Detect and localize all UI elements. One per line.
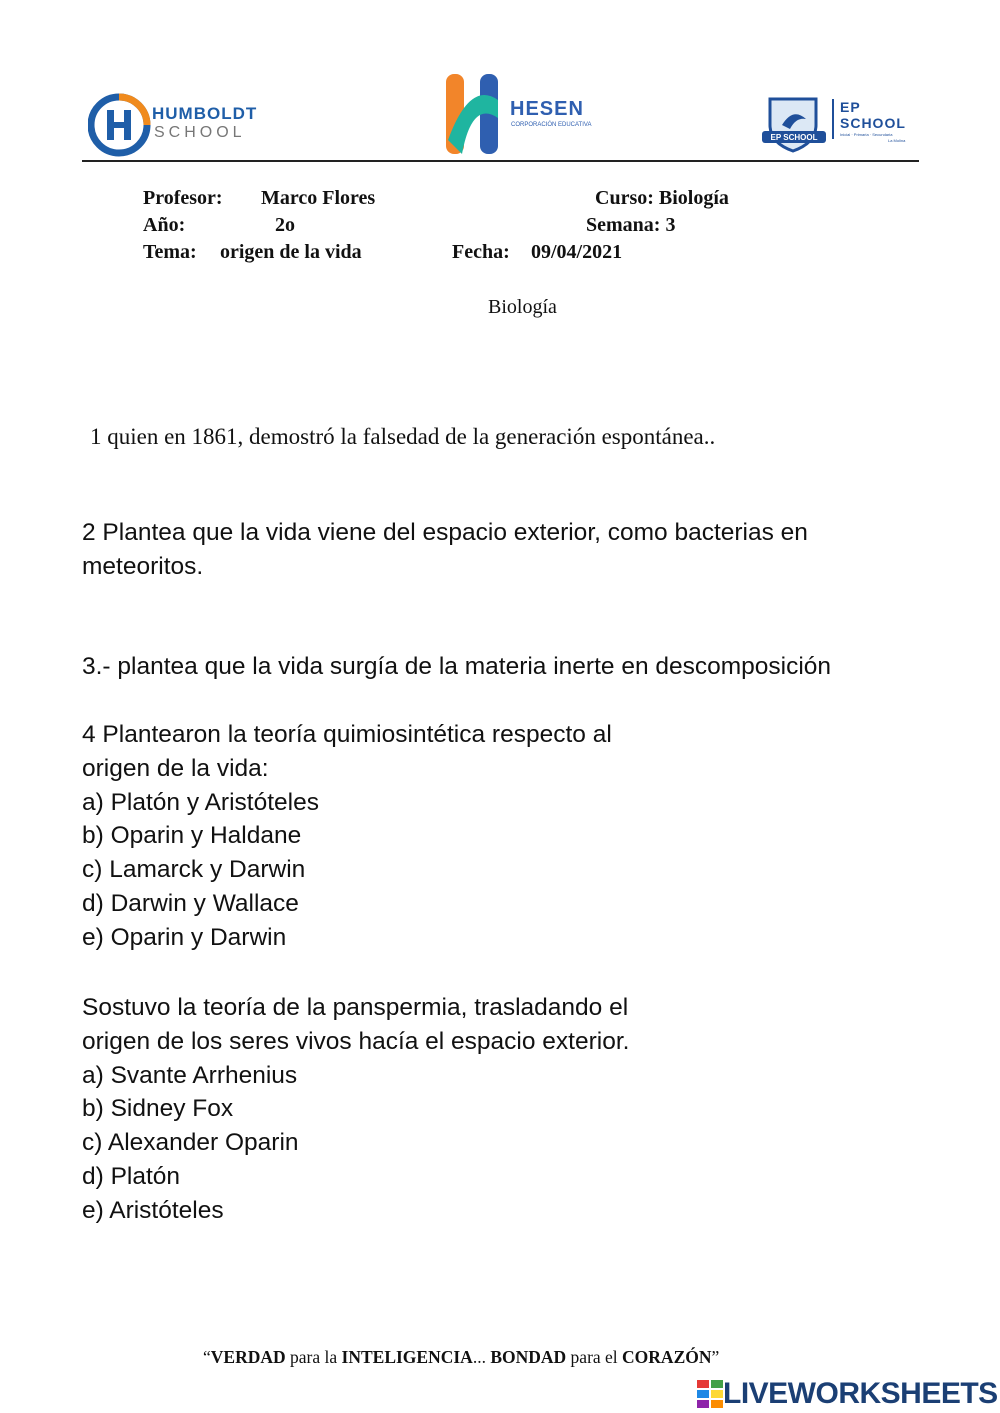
question-5-option-d[interactable]: d) Platón — [82, 1162, 181, 1190]
question-5-line-1: Sostuvo la teoría de la panspermia, trasladando el — [82, 994, 629, 1021]
question-5 — [82, 991, 629, 1228]
hesen-logo-subtitle: CORPORACIÓN EDUCATIVA — [511, 122, 592, 128]
question-3 — [82, 650, 831, 684]
header-divider — [82, 160, 919, 162]
school-motto — [203, 1347, 719, 1368]
ep-school-logo — [760, 95, 920, 155]
motto-corazon: CORAZÓN — [622, 1347, 712, 1367]
liveworksheets-wordmark: LIVEWORKSHEETS — [723, 1377, 998, 1410]
motto-bondad: BONDAD — [490, 1347, 567, 1367]
tema-value: origen de la vida — [220, 241, 362, 263]
motto-text-3: para el — [566, 1347, 623, 1367]
ep-logo-divider — [832, 99, 834, 139]
anio-value: 2o — [275, 214, 295, 236]
question-4 — [82, 718, 612, 955]
curso-field: Curso: Biología — [595, 187, 729, 209]
hesen-h-icon — [440, 70, 510, 160]
hesen-logo — [440, 70, 600, 160]
ep-logo-tagline: Inicial · Primaria · Secundaria — [840, 132, 893, 137]
subject-heading: Biología — [488, 296, 557, 318]
ep-logo-place: La Molina — [888, 138, 906, 143]
liveworksheets-brand[interactable] — [697, 1378, 998, 1410]
question-5-line-2: origen de los seres vivos hacía el espacio exterior. — [82, 1027, 630, 1055]
question-4-line-2: origen de la vida: — [82, 754, 269, 782]
ep-school-shield-icon — [760, 95, 830, 155]
question-4-option-a[interactable]: a) Platón y Aristóteles — [82, 788, 319, 816]
tema-label: Tema: — [143, 241, 197, 263]
motto-inteligencia: INTELIGENCIA — [341, 1347, 473, 1367]
motto-open-quote: “ — [203, 1347, 211, 1367]
question-5-option-e[interactable]: e) Aristóteles — [82, 1196, 224, 1224]
motto-text-2: ... — [472, 1347, 491, 1367]
question-5-option-c[interactable]: c) Alexander Oparin — [82, 1129, 299, 1157]
question-4-option-d[interactable]: d) Darwin y Wallace — [82, 889, 299, 917]
question-2-line-2: meteoritos. — [82, 552, 204, 580]
profesor-label: Profesor: — [143, 187, 223, 209]
motto-close-quote: ” — [711, 1347, 720, 1367]
ep-logo-line2: SCHOOL — [840, 115, 906, 131]
question-4-option-e[interactable]: e) Oparin y Darwin — [82, 923, 287, 951]
humboldt-school-logo — [88, 90, 268, 160]
question-5-option-a[interactable]: a) Svante Arrhenius — [82, 1061, 298, 1089]
question-2-line-1: 2 Plantea que la vida viene del espacio exterior, como bacterias en — [82, 519, 808, 546]
hesen-logo-title: HESEN — [510, 98, 584, 120]
question-4-option-b[interactable]: b) Oparin y Haldane — [82, 822, 302, 850]
ep-badge-text: EP SCHOOL — [770, 133, 818, 142]
question-3-text: 3.- plantea que la vida surgía de la materia inerte en descomposición — [82, 653, 832, 680]
motto-verdad: VERDAD — [210, 1347, 286, 1367]
motto-text-1: para la — [285, 1347, 342, 1367]
fecha-label: Fecha: — [452, 241, 510, 263]
question-5-option-b[interactable]: b) Sidney Fox — [82, 1095, 234, 1123]
semana-field: Semana: 3 — [586, 214, 676, 236]
humboldt-logo-line2: SCHOOL — [154, 124, 246, 141]
profesor-value: Marco Flores — [261, 187, 376, 209]
ep-logo-line1: EP — [840, 99, 861, 115]
question-4-option-c[interactable]: c) Lamarck y Darwin — [82, 856, 306, 884]
liveworksheets-grid-icon — [697, 1380, 723, 1408]
question-2 — [82, 516, 808, 584]
humboldt-logo-line1: HUMBOLDT — [152, 104, 258, 123]
fecha-value: 09/04/2021 — [531, 241, 623, 263]
question-1: 1 quien en 1861, demostró la falsedad de la generación espontánea.. — [90, 424, 716, 449]
anio-label: Año: — [143, 214, 186, 236]
question-4-line-1: 4 Plantearon la teoría quimiosintética respecto al — [82, 721, 612, 748]
